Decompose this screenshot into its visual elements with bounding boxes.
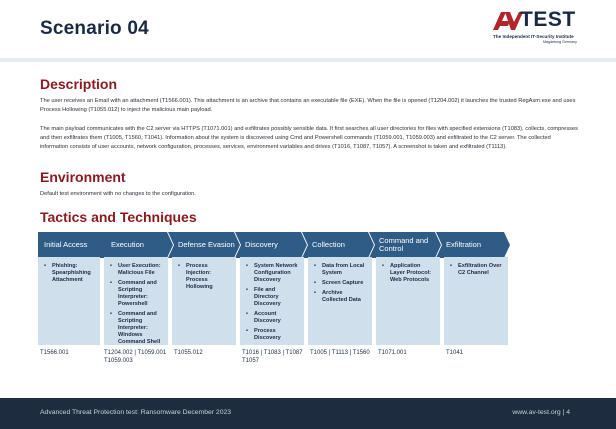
page-title: Scenario 04 xyxy=(40,18,149,39)
technique-item: • File and Directory Discovery xyxy=(246,287,300,308)
technique-item: • Process Discovery xyxy=(246,328,300,342)
description-paragraph-2: The main payload communicates with the C2 server via HTTPS (T1071.001) and exfiltrates possibly sensible data. It first searches all user directories for files with specified extensions (T1083), collects, compresses and then exfiltrates them (T1005, T1560, T1041). Information about the system is discovered using Cmd and Powershell commands (T1059.001, T1059.003) and exfiltrated to the C2 server. The collected information consists of user accounts, network configuration, processes, services, environment variables and drives (T1016, T1087, T1057). A screenshot is taken and exfiltrated (T1113). xyxy=(40,126,579,151)
logo-wordmark: TEST xyxy=(520,8,576,31)
environment-heading: Environment xyxy=(40,169,126,185)
techniques-command-and-control xyxy=(376,257,440,345)
technique-ids-execution: T1204.002 | T1059.001 T1059.003 xyxy=(104,350,167,364)
technique-ids-discovery: T1016 | T1083 | T1087 T1057 xyxy=(242,350,303,364)
technique-item: • System Network Configuration Discovery xyxy=(246,263,300,284)
technique-item: • Process Injection: Process Hollowing xyxy=(178,263,232,291)
technique-item: • Screen Capture xyxy=(314,280,368,287)
description-paragraph-1: The user receives an Email with an attachment (T1566.001). This attachment is an archive that contains an executable file (EXE). When the file is opened (T1204.002) it launches the trusted RegAsm.exe and uses Process Hollowing (T1055.012) to inject the malicious main payload. xyxy=(40,98,576,114)
tactic-header-exfiltration: Exfiltration xyxy=(436,232,510,258)
technique-item: • Command and Scripting Interpreter: Windows Command Shell xyxy=(110,311,164,346)
tactic-header-collection: Collection xyxy=(302,232,374,258)
av-test-logo xyxy=(493,10,583,50)
tactic-header-execution: Execution xyxy=(101,232,173,258)
technique-item: • Application Layer Protocol: Web Protocols xyxy=(382,263,436,284)
technique-item: • Account Discovery xyxy=(246,311,300,325)
technique-ids-command-and-control: T1071.001 xyxy=(378,350,407,356)
tactic-header-command-and-control: Command and Control xyxy=(369,232,441,258)
header xyxy=(0,0,616,58)
techniques-defense-evasion xyxy=(172,257,236,345)
tactic-header-defense-evasion: Defense Evasion xyxy=(168,232,240,258)
logo-tagline: The Independent IT-Security Institute xyxy=(493,34,574,39)
tactic-header-discovery: Discovery xyxy=(235,232,307,258)
technique-ids-exfiltration: T1041 xyxy=(446,350,464,356)
technique-ids-initial-access: T1566.001 xyxy=(40,350,69,356)
description-heading: Description xyxy=(40,76,118,92)
footer-link-page[interactable]: www.av-test.org | 4 xyxy=(512,409,570,416)
technique-item: • Data from Local System xyxy=(314,263,368,277)
environment-text: Default test environment with no changes to the configuration. xyxy=(40,191,196,197)
technique-item: • Phishing: Spearphishing Attachment xyxy=(44,263,96,284)
tactics-heading: Tactics and Techniques xyxy=(40,209,197,225)
technique-item: • Command and Scripting Interpreter: Powershell xyxy=(110,280,164,308)
technique-item: • Exfiltration Over C2 Channel xyxy=(450,263,504,277)
logo-mark-icon xyxy=(493,10,523,32)
logo-location: Magdeburg Germany xyxy=(543,40,577,44)
technique-ids-defense-evasion: T1055.012 xyxy=(174,350,203,356)
technique-item: • User Execution: Malicious File xyxy=(110,263,164,277)
tactic-header-initial-access: Initial Access xyxy=(38,232,108,258)
techniques-exfiltration xyxy=(444,257,508,345)
footer-report-title: Advanced Threat Protection test: Ransomware December 2023 xyxy=(40,409,232,416)
techniques-execution xyxy=(104,257,168,345)
techniques-collection xyxy=(308,257,372,345)
techniques-initial-access xyxy=(38,257,100,345)
technique-item: • Archive Collected Data xyxy=(314,290,368,304)
techniques-discovery xyxy=(240,257,304,345)
footer xyxy=(0,398,616,429)
technique-ids-collection: T1005 | T1113 | T1560 xyxy=(310,350,370,356)
